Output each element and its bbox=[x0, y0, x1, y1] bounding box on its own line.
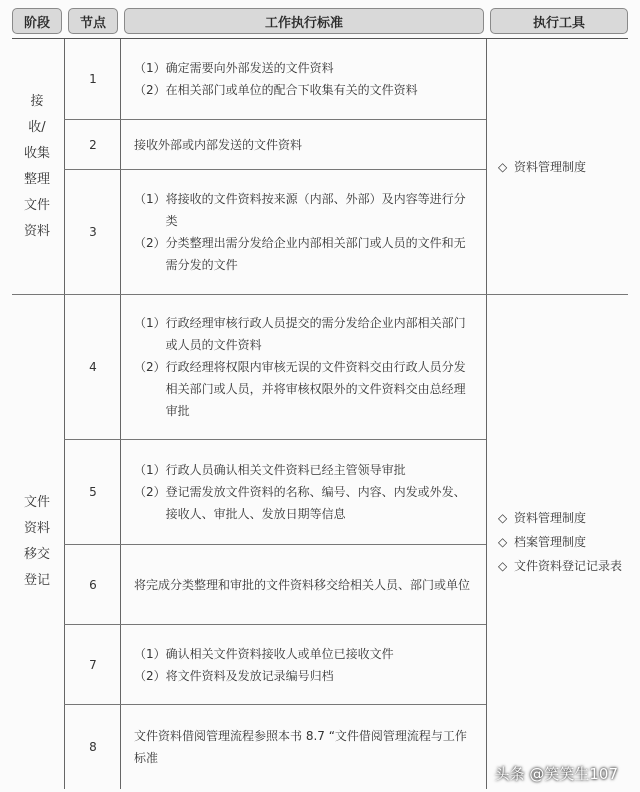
node-number: 5 bbox=[89, 485, 97, 499]
tool-item: ◇ 文件资料登记记录表 bbox=[498, 554, 628, 578]
list-item: （1） 确认相关文件资料接收人或单位已接收文件 bbox=[134, 646, 394, 661]
tools-cell bbox=[490, 39, 628, 294]
diamond-icon: ◇ bbox=[498, 159, 508, 174]
diamond-icon: ◇ bbox=[498, 535, 508, 549]
node-number: 2 bbox=[89, 137, 97, 152]
stage-receive-organize: 接收/收集整理文件资料 bbox=[23, 93, 50, 239]
standard-cell bbox=[124, 625, 484, 704]
node-number: 8 bbox=[89, 740, 97, 754]
list-item: （1） 确定需要向外部发送的文件资料 bbox=[134, 61, 334, 75]
diamond-icon: ◇ bbox=[498, 559, 508, 573]
list-item: （2） 行政经理将权限内审核无误的文件资料交由行政人员分发相关部门或人员，并将审核权限外的文件资料交由总经理审批 bbox=[134, 360, 466, 418]
list-item: （1） 行政经理审核行政人员提交的需分发给企业内部相关部门或人员的文件资料 bbox=[134, 316, 466, 352]
node-number: 6 bbox=[89, 577, 97, 592]
standard-cell bbox=[124, 170, 484, 294]
tools-cell bbox=[490, 295, 628, 789]
header-standard: 工作执行标准 bbox=[124, 8, 484, 34]
list-item: （2） 分类整理出需分发给企业内部相关部门或人员的文件和无需分发的文件 bbox=[134, 236, 466, 272]
list-item: （1） 将接收的文件资料按来源（内部、外部）及内容等进行分类 bbox=[134, 192, 466, 228]
tool-item: ◇ 资料管理制度 bbox=[498, 506, 628, 530]
node-number: 3 bbox=[89, 225, 97, 239]
process-table bbox=[12, 8, 628, 788]
header-node: 节点 bbox=[68, 8, 118, 34]
standard-cell bbox=[124, 39, 484, 119]
standard-cell bbox=[124, 440, 484, 544]
standard-text: 接收外部或内部发送的文件资料 bbox=[134, 137, 303, 152]
diamond-icon: ◇ bbox=[498, 511, 508, 525]
node-number: 7 bbox=[89, 657, 97, 672]
list-item: （2） 将文件资料及发放记录编号归档 bbox=[134, 668, 334, 683]
tool-item: ◇ 档案管理制度 bbox=[498, 530, 628, 554]
stage-transfer-register: 文件资料移交登记 bbox=[23, 495, 50, 588]
header-stage: 阶段 bbox=[12, 8, 62, 34]
node-number: 4 bbox=[89, 360, 97, 374]
watermark: 头条 @笑笑生107 bbox=[494, 765, 618, 783]
list-item: （2） 在相关部门或单位的配合下收集有关的文件资料 bbox=[134, 83, 418, 97]
standard-text: 文件资料借阅管理流程参照本书 8.7 “文件借阅管理流程与工作标准 bbox=[134, 729, 467, 765]
header-tools: 执行工具 bbox=[490, 8, 628, 34]
tool-item: ◇ 资料管理制度 bbox=[498, 155, 628, 179]
standard-cell bbox=[124, 545, 484, 624]
standard-cell bbox=[124, 295, 484, 439]
node-number: 1 bbox=[89, 72, 97, 86]
list-item: （1） 行政人员确认相关文件资料已经主管领导审批 bbox=[134, 463, 406, 477]
standard-cell bbox=[124, 705, 484, 789]
standard-cell bbox=[124, 120, 484, 169]
standard-text: 将完成分类整理和审批的文件资料移交给相关人员、部门或单位 bbox=[134, 577, 471, 592]
list-item: （2） 登记需发放文件资料的名称、编号、内容、内发或外发、接收人、审批人、发放日期等信息 bbox=[134, 485, 466, 521]
table-body bbox=[12, 38, 628, 789]
